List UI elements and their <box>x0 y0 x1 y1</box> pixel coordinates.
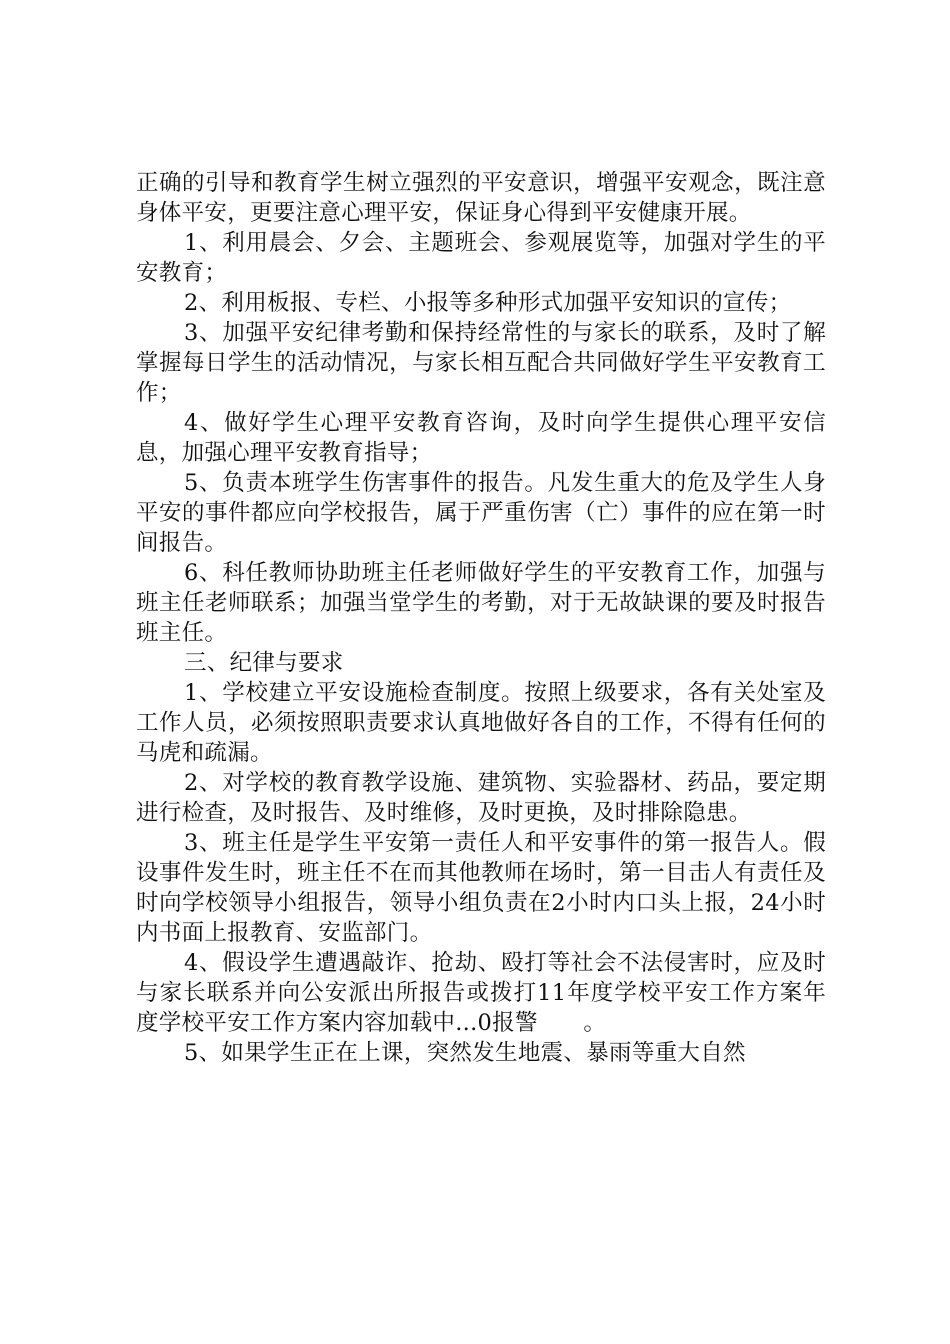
paragraph: 6、科任教师协助班主任老师做好学生的平安教育工作，加强与班主任老师联系；加强当堂学生的考勤，对于无故缺课的要及时报告班主任。 <box>136 560 826 646</box>
paragraph: 3、加强平安纪律考勤和保持经常性的与家长的联系，及时了解掌握每日学生的活动情况，与家长相互配合共同做好学生平安教育工作； <box>136 320 826 406</box>
paragraph: 2、对学校的教育教学设施、建筑物、实验器材、药品，要定期进行检查，及时报告、及时维修，及时更换，及时排除隐患。 <box>136 770 826 826</box>
paragraph: 5、负责本班学生伤害事件的报告。凡发生重大的危及学生人身平安的事件都应向学校报告，属于严重伤害（亡）事件的应在第一时间报告。 <box>136 470 826 556</box>
paragraph: 3、班主任是学生平安第一责任人和平安事件的第一报告人。假设事件发生时，班主任不在而其他教师在场时，第一目击人有责任及时向学校领导小组报告，领导小组负责在2小时内口头上报，24小时内书面上报教育、安监部门。 <box>136 830 826 946</box>
paragraph: 4、做好学生心理平安教育咨询，及时向学生提供心理平安信息，加强心理平安教育指导； <box>136 410 826 466</box>
paragraph: 4、假设学生遭遇敲诈、抢劫、殴打等社会不法侵害时，应及时与家长联系并向公安派出所报告或拨打11年度学校平安工作方案年度学校平安工作方案内容加载中...0报警 。 <box>136 950 826 1036</box>
paragraph: 1、学校建立平安设施检查制度。按照上级要求，各有关处室及工作人员，必须按照职责要求认真地做好各自的工作，不得有任何的马虎和疏漏。 <box>136 680 826 766</box>
paragraph: 5、如果学生正在上课，突然发生地震、暴雨等重大自然 <box>184 1040 746 1066</box>
paragraph: 正确的引导和教育学生树立强烈的平安意识，增强平安观念，既注意身体平安，更要注意心理平安，保证身心得到平安健康开展。 <box>136 170 826 226</box>
document-page <box>136 168 826 1068</box>
paragraph: 2、利用板报、专栏、小报等多种形式加强平安知识的宣传； <box>184 290 792 316</box>
paragraph: 1、利用晨会、夕会、主题班会、参观展览等，加强对学生的平安教育； <box>136 230 826 286</box>
section-heading: 三、纪律与要求 <box>184 650 344 676</box>
